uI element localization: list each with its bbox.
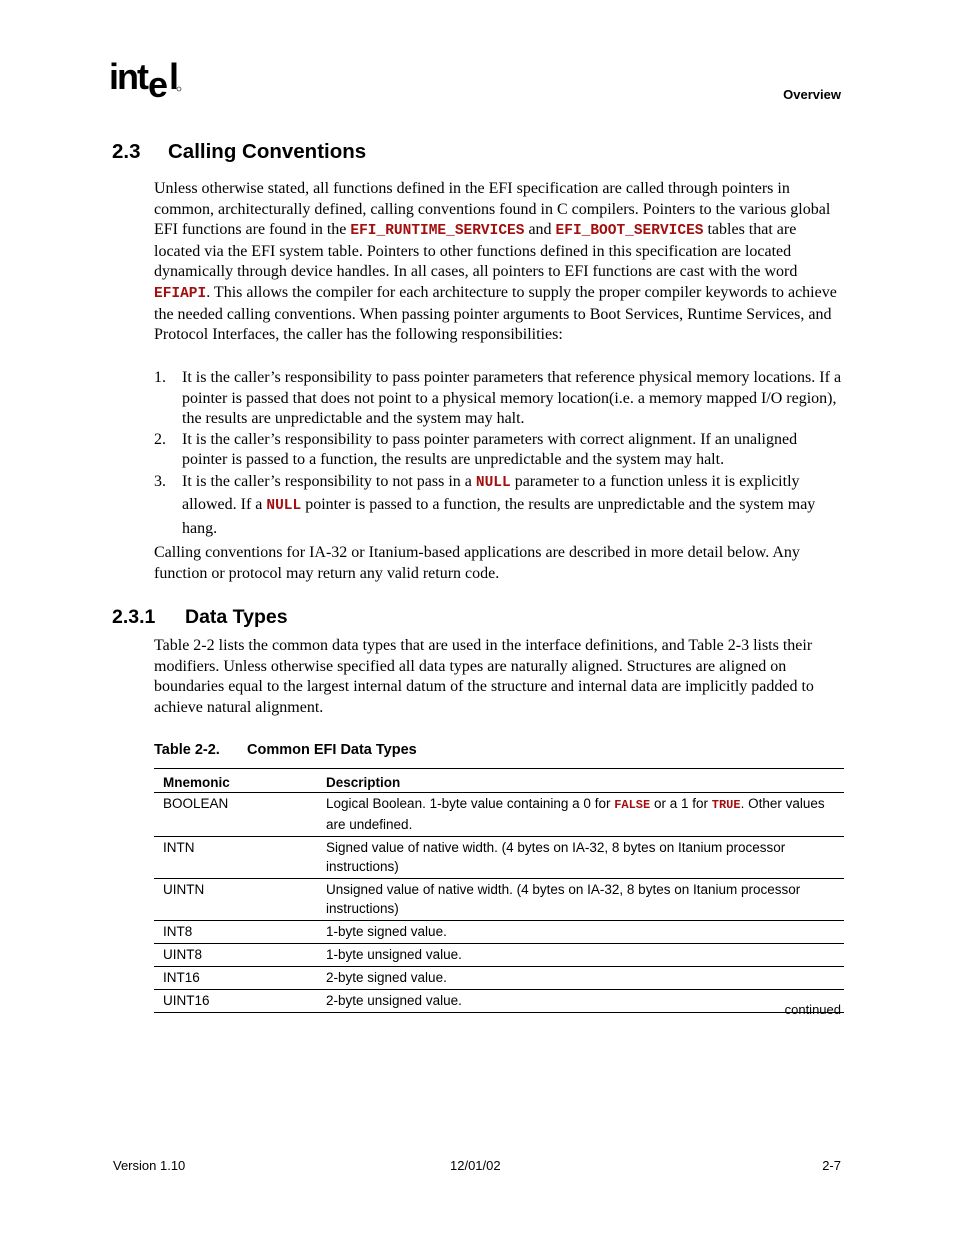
code-false: FALSE xyxy=(614,798,651,812)
intro-text: and xyxy=(524,221,556,239)
table-row xyxy=(154,944,844,967)
svg-text:int: int xyxy=(109,56,147,97)
table-row xyxy=(154,837,844,879)
list-number: 1. xyxy=(154,369,166,386)
table-row xyxy=(154,921,844,944)
column-header-mnemonic: Mnemonic xyxy=(163,775,230,790)
subsection-heading xyxy=(112,606,288,629)
intro-text: . This allows the compiler for each architecture to supply the proper compiler keywords to achieve the needed calling conventions. When passing pointer arguments to Boot Services, Runtime Services, and Protocol Interfaces, the caller has the following responsibilities: xyxy=(154,283,837,344)
intro-paragraph xyxy=(154,179,844,346)
table-row xyxy=(154,879,844,921)
cell-description: 2-byte unsigned value. xyxy=(326,993,462,1008)
table-row xyxy=(154,990,844,1013)
footer-page-number: 2-7 xyxy=(822,1158,841,1173)
responsibilities-list xyxy=(154,368,844,539)
footer-version: Version 1.10 xyxy=(113,1158,186,1173)
list-text: It is the caller’s responsibility to pass pointer parameters that reference physical memory locations. If a pointer is passed that does not point to a physical memory location(i.e. a memory mapped I/O region), the results are unpredictable and the system may halt. xyxy=(182,369,842,428)
cell-mnemonic: INTN xyxy=(163,840,195,855)
code-efi-runtime-services: EFI_RUNTIME_SERVICES xyxy=(350,223,525,240)
table-caption-number: Table 2-2. xyxy=(154,742,220,758)
table-caption xyxy=(154,742,417,758)
subsection-title: Data Types xyxy=(185,606,288,628)
data-types-table xyxy=(154,768,844,1013)
table-caption-title: Common EFI Data Types xyxy=(247,742,417,758)
section-title: Calling Conventions xyxy=(168,140,367,163)
list-text: pointer is passed to a function, the results are unpredictable and the system may hang. xyxy=(182,496,816,537)
code-null: NULL xyxy=(266,498,302,515)
list-number: 2. xyxy=(154,430,166,448)
section-heading xyxy=(112,140,366,164)
list-text: It is the caller’s responsibility to pass pointer parameters with correct alignment. If an unaligned pointer is passed to a function, the results are unpredictable and the system may halt. xyxy=(182,430,798,469)
list-item xyxy=(154,368,844,430)
description-text: or a 1 for xyxy=(650,796,712,811)
list-number: 3. xyxy=(154,472,166,490)
list-text: It is the caller’s responsibility to not pass in a xyxy=(182,472,476,490)
svg-text:l: l xyxy=(169,56,180,97)
cell-description xyxy=(317,793,844,837)
cell-description: Unsigned value of native width. (4 bytes on IA-32, 8 bytes on Itanium processor instructions) xyxy=(326,882,801,916)
code-efi-boot-services: EFI_BOOT_SERVICES xyxy=(555,223,704,240)
table-row xyxy=(154,967,844,990)
list-text: parameter to a function unless it is explicitly allowed. If a xyxy=(182,472,800,514)
svg-text:e: e xyxy=(148,64,169,104)
code-efiapi: EFIAPI xyxy=(154,285,207,302)
data-types-paragraph: Table 2-2 lists the common data types that are used in the interface definitions, and Table 2-3 lists their modifiers. Unless otherwise specified all data types are naturally aligned. Structures are aligned on boundaries equal to the largest internal datum of the structure and internal data are implicitly padded to achieve natural alignment. xyxy=(154,637,814,716)
table-header-row xyxy=(154,769,844,793)
closing-paragraph: Calling conventions for IA-32 or Itanium-based applications are described in more detail below. Any function or protocol may return any valid return code. xyxy=(154,544,800,582)
cell-mnemonic: INT16 xyxy=(163,970,200,985)
intel-logo xyxy=(109,56,189,104)
intro-text: Unless otherwise stated, all functions defined in the EFI specification are called through pointers in common, architecturally defined, calling conventions found in C compilers. Pointers to the various global EFI functions are found in the xyxy=(154,180,831,239)
list-item xyxy=(154,430,844,471)
description-text: Logical Boolean. 1-byte value containing a 0 for xyxy=(326,796,615,811)
footer-date: 12/01/02 xyxy=(450,1158,501,1173)
intro-text: tables that are located via the EFI system table. Pointers to other functions defined in this specification are located dynamically through device handles. In all cases, all pointers to EFI functions are cast with the word xyxy=(154,221,798,281)
cell-mnemonic: INT8 xyxy=(163,924,193,939)
cell-mnemonic: UINTN xyxy=(163,882,205,897)
table-row xyxy=(154,793,844,837)
cell-mnemonic: BOOLEAN xyxy=(163,796,229,811)
cell-description: 2-byte signed value. xyxy=(326,970,447,985)
section-number: 2.3 xyxy=(112,140,141,163)
cell-mnemonic: UINT8 xyxy=(163,947,203,962)
cell-mnemonic: UINT16 xyxy=(163,993,210,1008)
header-section-title: Overview xyxy=(783,87,841,102)
code-true: TRUE xyxy=(711,798,741,812)
column-header-description: Description xyxy=(326,775,401,790)
subsection-number: 2.3.1 xyxy=(112,606,156,628)
code-null: NULL xyxy=(475,474,511,491)
cell-description: 1-byte signed value. xyxy=(326,924,447,939)
list-item xyxy=(154,471,844,539)
cell-description: Signed value of native width. (4 bytes on IA-32, 8 bytes on Itanium processor instructions) xyxy=(326,840,786,874)
table-continued-note: continued xyxy=(784,1002,841,1017)
cell-description: 1-byte unsigned value. xyxy=(326,947,462,962)
description-text: . Other values are undefined. xyxy=(326,796,825,832)
